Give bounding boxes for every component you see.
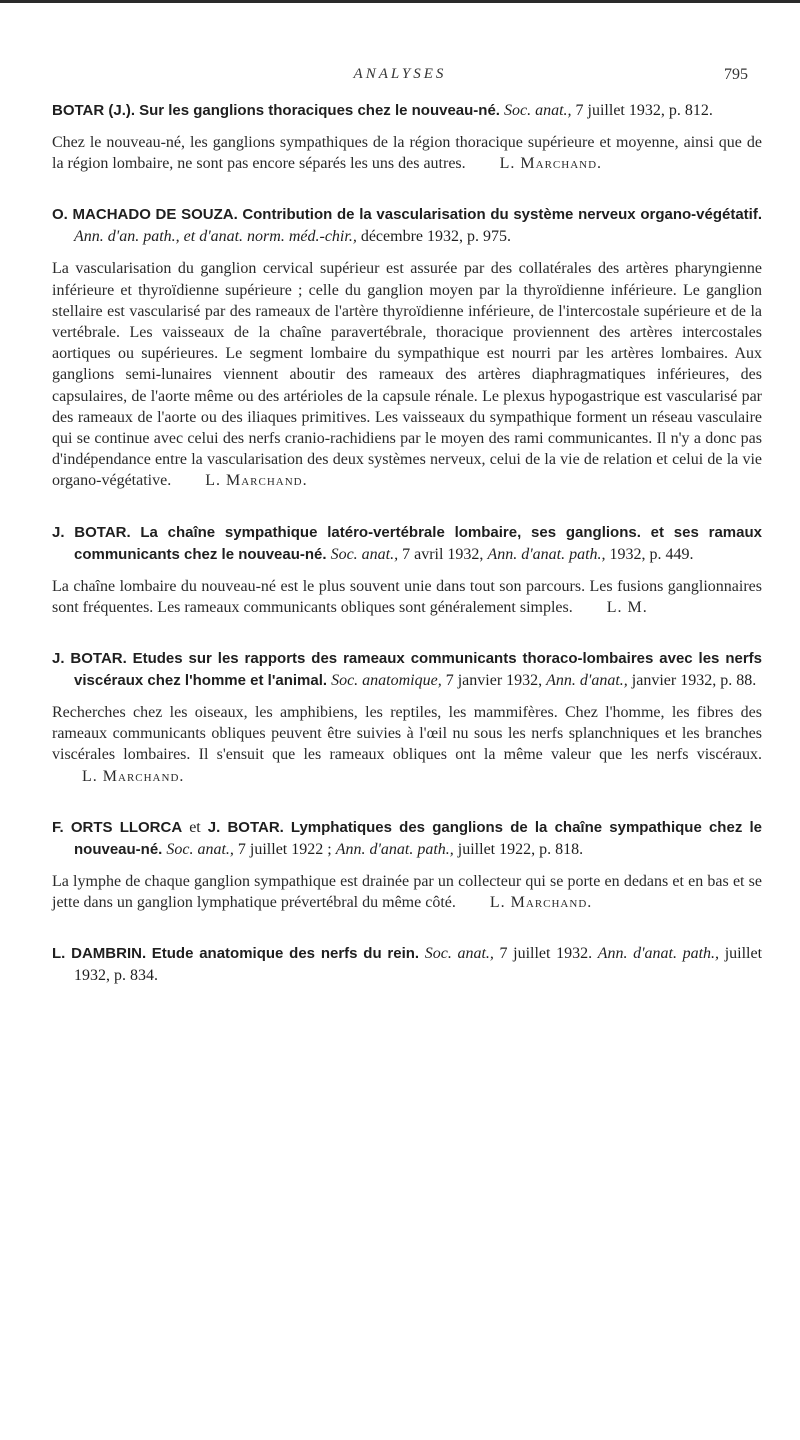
top-rule <box>0 0 800 3</box>
author: BOTAR (J.). <box>52 102 136 119</box>
author: F. ORTS LLORCA <box>52 818 183 836</box>
signature: L. Marchand. <box>499 155 603 173</box>
page-header <box>0 66 800 92</box>
reference <box>52 648 762 692</box>
journal: Soc. anat., <box>424 945 494 963</box>
publication-info: 7 juillet 1922 ; <box>237 840 332 858</box>
author: L. DAMBRIN. <box>52 945 147 963</box>
publication-info-secondary: janvier 1932, p. 88. <box>631 672 757 690</box>
abstract-body-end: Il n'y a donc pas d'indépendance entre la vascularisation des deux systèmes nerveux, celui de la vie de relation et celui de la vie organo-végétative. <box>52 430 763 490</box>
reference <box>52 522 762 566</box>
abstract-text <box>52 132 762 174</box>
publication-info: 7 avril 1932, <box>402 545 484 563</box>
publication-info-secondary: juillet 1922, p. 818. <box>457 840 584 858</box>
abstract-dambrin <box>52 943 762 987</box>
abstract-text <box>52 871 762 913</box>
reference <box>52 943 762 987</box>
journal-secondary: Ann. d'anat., <box>546 672 628 690</box>
journal-secondary: Ann. d'anat. path., <box>487 545 606 563</box>
journal: Soc. anat., <box>503 102 572 119</box>
article-title: Lymphatiques des ganglions de la chaîne sympathique chez le nouveau-né. <box>74 818 763 858</box>
article-title: Sur les ganglions thoraciques chez le nouveau-né. <box>139 102 500 119</box>
abstract-body: Chez le nouveau-né, les ganglions sympathiques de la région thoracique supérieure et moyenne, ainsi que de la région lombaire, ne sont pas encore séparés les uns des autres. <box>52 134 762 173</box>
abstract-body: La chaîne lombaire du nouveau-né est le plus souvent unie dans tout son parcours. Les fusions ganglionnaires sont fréquentes. Les rameaux communicants obliques sont généralement simples. <box>52 577 762 616</box>
article-title: Etude anatomique des nerfs du rein. <box>151 945 420 963</box>
abstract-botar-rameaux <box>52 648 762 787</box>
author: J. BOTAR. <box>52 523 131 541</box>
journal-secondary: Ann. d'anat. path., <box>335 840 454 858</box>
signature: L. Marchand. <box>82 767 185 785</box>
reference <box>52 100 762 122</box>
author-secondary: J. BOTAR. <box>207 818 284 836</box>
abstract-text <box>52 702 762 787</box>
running-title: ANALYSES <box>353 66 447 82</box>
publication-info-secondary: juillet 1932, p. 834. <box>74 945 763 985</box>
reference <box>52 817 762 861</box>
author: O. MACHADO DE SOUZA. <box>52 206 238 224</box>
article-title: Contribution de la vascularisation du système nerveux organo-végétatif. <box>242 206 762 224</box>
author-connector: et <box>189 818 201 836</box>
page-number: 795 <box>724 66 748 83</box>
author: J. BOTAR. <box>52 650 127 668</box>
abstract-text <box>52 258 762 491</box>
abstract-machado-de-souza <box>52 204 762 491</box>
abstract-italic-term: rami communicantes. <box>514 430 653 448</box>
abstract-body: La lymphe de chaque ganglion sympathique est drainée par un collecteur qui se porte en dedans et en bas et se jette dans un ganglion lymphatique prévertébral du même côté. <box>52 872 762 912</box>
abstract-botar-thoraciques <box>52 100 762 174</box>
journal: Ann. d'an. path., et d'anat. norm. méd.-chir., <box>74 228 357 246</box>
abstract-orts-llorca-botar <box>52 817 762 913</box>
article-title: Etudes sur les rapports des rameaux communicants thoraco-lombaires avec les nerfs viscéraux chez l'homme et l'animal. <box>74 650 762 690</box>
abstract-botar-lombaire <box>52 522 762 618</box>
signature: L. Marchand. <box>205 472 308 490</box>
abstract-body: Recherches chez les oiseaux, les amphibiens, les reptiles, les mammifères. Chez l'homme, les fibres des rameaux communicants obliques peuvent être suivies à l'œil nu sous les nerfs splanchniques et les branches viscérales lombaires. Il s'ensuit que les rameaux obliques ont la même valeur que les nerfs viscéraux. <box>52 704 762 764</box>
abstract-text <box>52 576 762 618</box>
signature: L. M. <box>606 598 648 616</box>
publication-info: 7 janvier 1932, <box>445 672 543 690</box>
signature: L. Marchand. <box>489 894 593 912</box>
article-title: La chaîne sympathique latéro-vertébrale lombaire, ses ganglions. et ses ramaux communicants chez le nouveau-né. <box>74 523 762 563</box>
publication-info: 7 juillet 1932. <box>499 945 593 963</box>
reference <box>52 204 762 248</box>
journal: Soc. anat., <box>330 545 399 563</box>
abstract-body: La vascularisation du ganglion cervical supérieur est assurée par des collatérales des artères pharyngienne inférieure et thyroïdienne supérieure ; celle du ganglion moyen par la thyroïdienne inférieure. Le ganglion stellaire est vascularisé par des rameaux de l'artère thyroïdienne inférieure, de l'intercostale supérieure et de la vertébrale. Les vaisseaux de la chaîne paravertébrale, thoracique proviennent des artères intercostales aortiques ou supérieures. Le segment lombaire du sympathique est nourri par les artères lombaires. Aux ganglions semi-lunaires viennent aboutir des rameaux des artères diaphragmatiques inférieures, des capsulaires, de l'aorte même ou des artérioles de la capsule rénale. Le plexus hypogastrique est vascularisé par des rameaux de l'aorte ou des iliaques primitives. Les vaisseaux du sympathique forment un réseau vasculaire qui se continue avec celui des nerfs cranio-rachidiens par le moyen des <box>52 260 762 448</box>
publication-info-secondary: 1932, p. 449. <box>609 545 694 563</box>
publication-info: 7 juillet 1932, p. 812. <box>575 102 713 119</box>
journal-secondary: Ann. d'anat. path., <box>597 945 720 963</box>
journal: Soc. anat., <box>166 840 234 858</box>
publication-info: décembre 1932, p. 975. <box>360 228 512 246</box>
page-content <box>52 100 762 1017</box>
journal: Soc. anatomique, <box>331 672 442 690</box>
